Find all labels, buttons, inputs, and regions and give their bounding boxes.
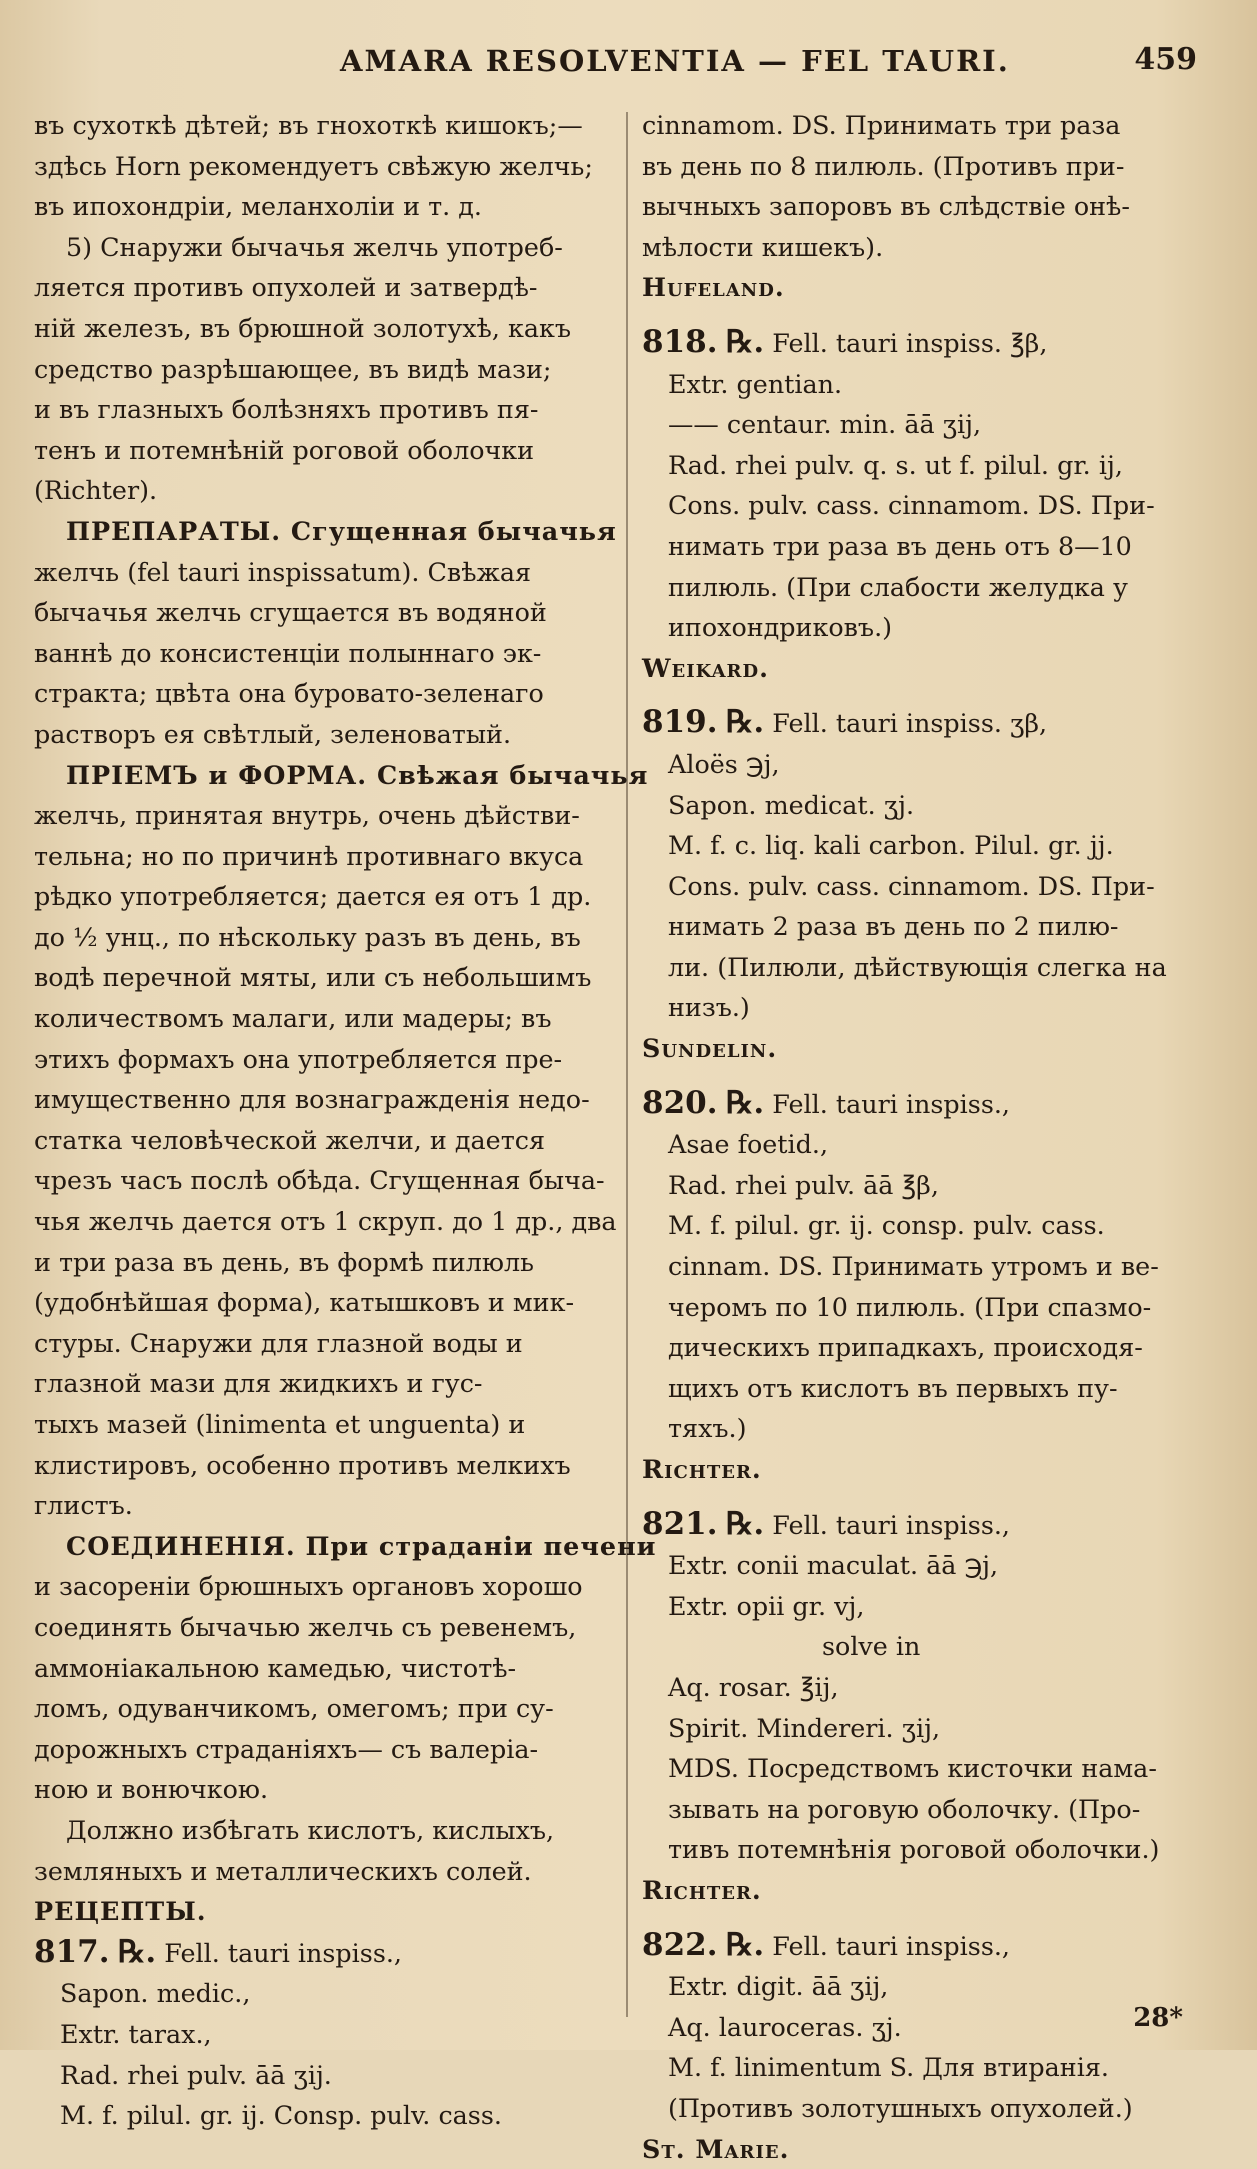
ingredient-line: M. f. linimentum S. Для втиранія. xyxy=(642,2047,1222,2088)
author-attribution: Richter. xyxy=(642,1870,1222,1911)
ingredient-line: низъ.) xyxy=(642,987,1222,1028)
text-line: земляныхъ и металлическихъ солей. xyxy=(34,1851,612,1892)
ingredient-line: Fell. tauri inspiss. ʒβ, xyxy=(772,708,1047,738)
author-attribution: Sundelin. xyxy=(642,1028,1222,1069)
ingredient-line: Rad. rhei pulv. q. s. ut f. pilul. gr. ij, xyxy=(642,445,1222,486)
left-column xyxy=(34,105,612,2136)
ingredient-line: Asae foetid., xyxy=(642,1124,1222,1165)
ingredient-line: M. f. pilul. gr. ij. Consp. pulv. cass. xyxy=(34,2095,612,2136)
text-line: ваннѣ до консистенціи полыннаго эк- xyxy=(34,633,612,674)
right-column xyxy=(642,105,1222,2169)
ingredient-line: Fell. tauri inspiss. ℥β, xyxy=(772,328,1047,358)
ingredient-line: (Противъ золотушныхъ опухолей.) xyxy=(642,2088,1222,2129)
recipe-number: 819. xyxy=(642,704,718,740)
ingredient-line: пилюль. (При слабости желудка у xyxy=(642,567,1222,608)
recipe-820 xyxy=(642,1083,1222,1490)
text-line: стуры. Снаружи для глазной воды и xyxy=(34,1323,612,1364)
rx-symbol: ℞. xyxy=(726,1085,765,1121)
text-line: аммоніакальною камедью, чистотѣ- xyxy=(34,1648,612,1689)
text-line: глистъ. xyxy=(34,1485,612,1526)
rx-symbol: ℞. xyxy=(726,1506,765,1542)
text-line: и засореніи брюшныхъ органовъ хорошо xyxy=(34,1566,612,1607)
running-head: AMARA RESOLVENTIA — FEL TAURI. xyxy=(340,44,1010,78)
text-line: вычныхъ запоровъ въ слѣдствіе онѣ- xyxy=(642,186,1222,227)
author-attribution: St. Marie. xyxy=(642,2129,1222,2169)
text-line: и въ глазныхъ болѣзняхъ противъ пя- xyxy=(34,389,612,430)
ingredient-line: Sapon. medic., xyxy=(34,1973,612,2014)
ingredient-line: Aloës ℈j, xyxy=(642,744,1222,785)
rx-symbol: ℞. xyxy=(118,1934,157,1970)
rx-symbol: ℞. xyxy=(726,704,765,740)
ingredient-line: Sapon. medicat. ʒj. xyxy=(642,785,1222,826)
recipe-number: 817. xyxy=(34,1934,110,1970)
author-attribution: Richter. xyxy=(642,1449,1222,1490)
page-header xyxy=(0,40,1257,84)
ingredient-line: MDS. Посредствомъ кисточки нама- xyxy=(642,1748,1222,1789)
rx-symbol: ℞. xyxy=(726,1927,765,1963)
recipes-heading: РЕЦЕПТЫ. xyxy=(34,1891,612,1932)
avoid-paragraph xyxy=(34,1810,612,1891)
ingredient-line: Cons. pulv. cass. cinnamom. DS. При- xyxy=(642,485,1222,526)
ingredient-line: нимать 2 раза въ день по 2 пилю- xyxy=(642,906,1222,947)
text-line: (удобнѣйшая форма), катышковъ и мик- xyxy=(34,1282,612,1323)
author-attribution: Weikard. xyxy=(642,648,1222,689)
text-line: и три раза въ день, въ формѣ пилюль xyxy=(34,1242,612,1283)
combinations-heading-line: СОЕДИНЕНІЯ. При страданіи печени xyxy=(34,1526,612,1567)
ingredient-line: нимать три раза въ день отъ 8—10 xyxy=(642,526,1222,567)
ingredient-line: Extr. gentian. xyxy=(642,364,1222,405)
ingredient-line: дическихъ припадкахъ, происходя- xyxy=(642,1327,1222,1368)
recipe-818 xyxy=(642,322,1222,688)
ingredient-line: Extr. conii maculat. āā ℈j, xyxy=(642,1545,1222,1586)
text-line: имущественно для вознагражденія недо- xyxy=(34,1079,612,1120)
text-line: клистировъ, особенно противъ мелкихъ xyxy=(34,1445,612,1486)
ingredient-line: M. f. c. liq. kali carbon. Pilul. gr. jj. xyxy=(642,825,1222,866)
text-line: бычачья желчь сгущается въ водяной xyxy=(34,592,612,633)
recipe-819 xyxy=(642,702,1222,1068)
author-attribution: Hufeland. xyxy=(642,267,1222,308)
ingredient-line: Fell. tauri inspiss., xyxy=(772,1931,1010,1961)
recipe-number: 822. xyxy=(642,1927,718,1963)
ingredient-line: —— centaur. min. āā ʒij, xyxy=(642,404,1222,445)
text-line: въ день по 8 пилюль. (Противъ при- xyxy=(642,146,1222,187)
rx-symbol: ℞. xyxy=(726,324,765,360)
text-line: мѣлости кишекъ). xyxy=(642,227,1222,268)
text-line: ній железъ, въ брюшной золотухѣ, какъ xyxy=(34,308,612,349)
text-line: ною и вонючкою. xyxy=(34,1769,612,1810)
dosage-heading-line: ПРІЕМЪ и ФОРМА. Свѣжая бычачья xyxy=(34,755,612,796)
text-line: ляется противъ опухолей и затвердѣ- xyxy=(34,267,612,308)
ingredient-line: тяхъ.) xyxy=(642,1408,1222,1449)
text-line: дорожныхъ страданіяхъ— съ валеріа- xyxy=(34,1729,612,1770)
instruction-line: solve in xyxy=(642,1626,1222,1667)
column-divider xyxy=(626,112,628,2017)
text-line: ломъ, одуванчикомъ, омегомъ; при су- xyxy=(34,1688,612,1729)
text-line: Должно избѣгать кислотъ, кислыхъ, xyxy=(34,1810,612,1851)
ingredient-line: щихъ отъ кислотъ въ первыхъ пу- xyxy=(642,1368,1222,1409)
text-line: водѣ перечной мяты, или съ небольшимъ xyxy=(34,957,612,998)
preparations-paragraph xyxy=(34,511,612,755)
text-line: въ сухоткѣ дѣтей; въ гнохоткѣ кишокъ;— xyxy=(34,105,612,146)
preparations-heading-line: ПРЕПАРАТЫ. Сгущенная бычачья xyxy=(34,511,612,552)
text-line: тыхъ мазей (linimenta et unguenta) и xyxy=(34,1404,612,1445)
ingredient-line: cinnam. DS. Принимать утромъ и ве- xyxy=(642,1246,1222,1287)
text-line: желчь (fel tauri inspissatum). Свѣжая xyxy=(34,552,612,593)
recipe-821 xyxy=(642,1504,1222,1911)
text-line: этихъ формахъ она употребляется пре- xyxy=(34,1039,612,1080)
ingredient-line: Fell. tauri inspiss., xyxy=(164,1938,402,1968)
text-line: чья желчь дается отъ 1 скруп. до 1 др., два xyxy=(34,1201,612,1242)
continuation-paragraph xyxy=(642,105,1222,267)
ingredient-line: ипохондриковъ.) xyxy=(642,607,1222,648)
text-line: соединять бычачью желчь съ ревенемъ, xyxy=(34,1607,612,1648)
text-line: количествомъ малаги, или мадеры; въ xyxy=(34,998,612,1039)
external-use-paragraph xyxy=(34,227,612,511)
ingredient-line: Cons. pulv. cass. cinnamom. DS. При- xyxy=(642,866,1222,907)
recipe-number: 818. xyxy=(642,324,718,360)
ingredient-line: Rad. rhei pulv. āā ʒij. xyxy=(34,2055,612,2096)
text-line: здѣсь Horn рекомендуетъ свѣжую желчь; xyxy=(34,146,612,187)
ingredient-line: тивъ потемнѣнія роговой оболочки.) xyxy=(642,1829,1222,1870)
text-line: 5) Снаружи бычачья желчь употреб- xyxy=(34,227,612,268)
dosage-paragraph xyxy=(34,755,612,1526)
text-line: въ ипохондріи, меланхоліи и т. д. xyxy=(34,186,612,227)
text-line: тенъ и потемнѣній роговой оболочки xyxy=(34,430,612,471)
text-line: рѣдко употребляется; дается ея отъ 1 др. xyxy=(34,876,612,917)
text-line: статка человѣческой желчи, и дается xyxy=(34,1120,612,1161)
combinations-paragraph xyxy=(34,1526,612,1810)
text-line: желчь, принятая внутрь, очень дѣйстви- xyxy=(34,795,612,836)
ingredient-line: Aq. lauroceras. ʒj. xyxy=(642,2007,1222,2048)
text-line: тельна; но по причинѣ противнаго вкуса xyxy=(34,836,612,877)
ingredient-line: Extr. tarax., xyxy=(34,2014,612,2055)
intro-paragraph xyxy=(34,105,612,227)
ingredient-line: зывать на роговую оболочку. (Про- xyxy=(642,1789,1222,1830)
text-line: cinnamom. DS. Принимать три раза xyxy=(642,105,1222,146)
page-number: 459 xyxy=(1134,42,1197,77)
text-line: средство разрѣшающее, въ видѣ мази; xyxy=(34,349,612,390)
ingredient-line: Extr. opii gr. vj, xyxy=(642,1586,1222,1627)
ingredient-line: Rad. rhei pulv. āā ℥β, xyxy=(642,1165,1222,1206)
ingredient-line: Extr. digit. āā ʒij, xyxy=(642,1966,1222,2007)
ingredient-line: Fell. tauri inspiss., xyxy=(772,1089,1010,1119)
ingredient-line: Aq. rosar. ℥ij, xyxy=(642,1667,1222,1708)
ingredient-line: черомъ по 10 пилюль. (При спазмо- xyxy=(642,1287,1222,1328)
ingredient-line: Fell. tauri inspiss., xyxy=(772,1510,1010,1540)
text-line: чрезъ часъ послѣ обѣда. Сгущенная быча- xyxy=(34,1160,612,1201)
text-line: растворъ ея свѣтлый, зеленоватый. xyxy=(34,714,612,755)
text-line: (Richter). xyxy=(34,470,612,511)
recipe-number: 820. xyxy=(642,1085,718,1121)
recipe-822 xyxy=(642,1925,1222,2169)
text-line: до ½ унц., по нѣскольку разъ въ день, въ xyxy=(34,917,612,958)
text-line: глазной мази для жидкихъ и гус- xyxy=(34,1363,612,1404)
recipe-817 xyxy=(34,1932,612,2136)
recipe-number: 821. xyxy=(642,1506,718,1542)
signature-mark: 28* xyxy=(1133,2003,1183,2033)
ingredient-line: ли. (Пилюли, дѣйствующія слегка на xyxy=(642,947,1222,988)
text-line: стракта; цвѣта она буровато-зеленаго xyxy=(34,673,612,714)
ingredient-line: M. f. pilul. gr. ij. consp. pulv. cass. xyxy=(642,1205,1222,1246)
ingredient-line: Spirit. Mindereri. ʒij, xyxy=(642,1708,1222,1749)
